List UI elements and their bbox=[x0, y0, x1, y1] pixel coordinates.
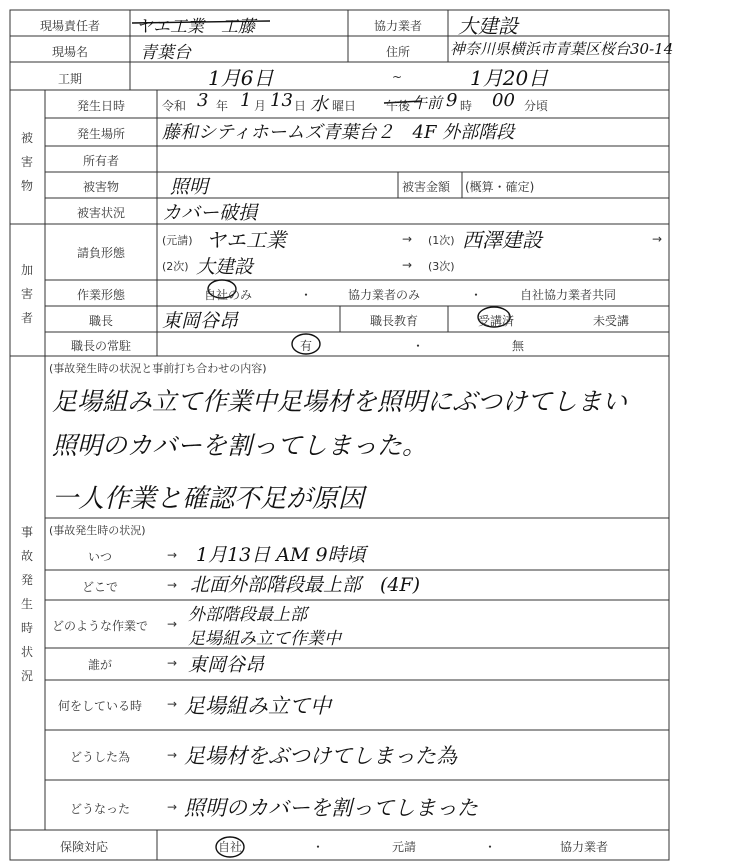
period-label: 工期 bbox=[57, 72, 83, 86]
place-label: 発生場所 bbox=[76, 127, 126, 141]
address-value: 神奈川県横浜市青葉区桜台30-14 bbox=[450, 40, 674, 58]
work-opt-sub: 協力業者のみ bbox=[348, 288, 421, 302]
date-minute-unit: 分頃 bbox=[524, 99, 549, 113]
date-label: 発生日時 bbox=[76, 99, 126, 113]
item-label: 被害物 bbox=[82, 180, 120, 194]
foreman-label: 職長 bbox=[88, 314, 114, 328]
status-value: カバー破損 bbox=[162, 202, 258, 224]
period-end: 1月20日 bbox=[470, 66, 549, 90]
owner-label: 所有者 bbox=[82, 154, 120, 168]
date-era: 令和 bbox=[162, 99, 187, 113]
insurance-opt-sub: 協力業者 bbox=[560, 840, 609, 854]
site-manager-value: ヤエ工業 工藤 bbox=[136, 17, 255, 37]
date-year-unit: 年 bbox=[216, 99, 229, 113]
work-opt-joint: 自社協力業者共同 bbox=[520, 288, 617, 302]
date-ampm: 午前 bbox=[412, 94, 443, 112]
when-arrow: → bbox=[167, 548, 178, 562]
date-minute: 00 bbox=[492, 90, 515, 111]
arrow-2: → bbox=[402, 258, 413, 272]
work-dot-2: ・ bbox=[470, 288, 483, 302]
doing-arrow: → bbox=[167, 697, 178, 711]
who-arrow: → bbox=[167, 656, 178, 670]
work-type-label: 作業形態 bbox=[76, 288, 126, 302]
how-value-1: 外部階段最上部 bbox=[188, 605, 307, 625]
subcontractor-label: 協力業者 bbox=[373, 19, 423, 33]
amount-note: (概算・確定) bbox=[465, 180, 535, 194]
date-day: 13 bbox=[270, 90, 293, 111]
work-dot-1: ・ bbox=[300, 288, 313, 302]
first-tag: (1次) bbox=[428, 234, 455, 247]
date-hour-unit: 時 bbox=[460, 99, 473, 113]
who-label: 誰が bbox=[87, 658, 113, 672]
contract-label: 請負形態 bbox=[76, 246, 126, 260]
accident-desc-line-1: 足場組み立て作業中足場材を照明にぶつけてしまい bbox=[52, 387, 628, 416]
second-value: 大建設 bbox=[196, 256, 254, 278]
when-label: いつ bbox=[87, 550, 113, 564]
doing-value: 足場組み立て中 bbox=[184, 694, 331, 718]
item-value: 照明 bbox=[170, 176, 209, 198]
insurance-dot-1: ・ bbox=[312, 840, 325, 854]
site-manager-label: 現場責任者 bbox=[39, 19, 101, 33]
first-value: 西澤建設 bbox=[462, 228, 542, 252]
when-value: 1月13日 AM 9時頃 bbox=[196, 544, 366, 566]
date-month: 1 bbox=[240, 90, 252, 111]
accident-desc-line-2: 照明のカバーを割ってしまった。 bbox=[52, 431, 428, 460]
place-value: 藤和シティホームズ青葉台２ 4F 外部階段 bbox=[162, 122, 515, 143]
result-label: どうなった bbox=[69, 802, 131, 816]
how-label: どのような作業で bbox=[51, 619, 149, 633]
result-value: 照明のカバーを割ってしまった bbox=[184, 796, 478, 820]
address-label: 住所 bbox=[385, 45, 411, 59]
accident-desc-label: (事故発生時の状況と事前打ち合わせの内容) bbox=[49, 362, 267, 375]
result-arrow: → bbox=[167, 800, 178, 814]
date-hour: 9 bbox=[446, 90, 458, 111]
second-tag: (2次) bbox=[162, 260, 189, 273]
resident-dot: ・ bbox=[412, 339, 425, 353]
where-arrow: → bbox=[167, 578, 178, 592]
insurance-dot-2: ・ bbox=[484, 840, 497, 854]
foreman-value: 東岡谷昂 bbox=[162, 310, 239, 332]
site-name-label: 現場名 bbox=[51, 45, 89, 59]
third-tag: (3次) bbox=[428, 260, 455, 273]
date-weekday: 水 bbox=[310, 94, 328, 115]
prime-value: ヤエ工業 bbox=[206, 228, 286, 252]
how-arrow: → bbox=[167, 617, 178, 631]
insurance-opt-own: 自社 bbox=[218, 840, 243, 854]
why-value: 足場材をぶつけてしまった為 bbox=[184, 744, 457, 768]
foreman-edu-label: 職長教育 bbox=[369, 314, 419, 328]
accident-section-label: 事故発生時状況 bbox=[21, 525, 34, 683]
date-year: 3 bbox=[197, 90, 209, 111]
edu-opt-none: 未受講 bbox=[593, 314, 630, 328]
date-day-unit: 日 bbox=[294, 99, 307, 113]
period-start: 1月6日 bbox=[208, 66, 274, 90]
resident-label: 職長の常駐 bbox=[70, 339, 132, 353]
subcontractor-value: 大建設 bbox=[458, 14, 518, 38]
where-value: 北面外部階段最上部 (4F) bbox=[190, 574, 421, 596]
insurance-label: 保険対応 bbox=[59, 840, 109, 854]
edu-opt-done: 受講済 bbox=[478, 314, 515, 328]
resident-opt-yes: 有 bbox=[300, 339, 313, 353]
accident-desc-line-3: 一人作業と確認不足が原因 bbox=[52, 484, 365, 514]
date-ampm-struck: 午後 bbox=[386, 99, 411, 113]
date-weekday-unit: 曜日 bbox=[332, 99, 357, 113]
doing-label: 何をしている時 bbox=[57, 699, 143, 713]
how-value-2: 足場組み立て作業中 bbox=[188, 629, 341, 649]
arrow-1: → bbox=[402, 232, 413, 246]
amount-label: 被害金額 bbox=[402, 180, 451, 194]
date-month-unit: 月 bbox=[254, 99, 267, 113]
period-tilde: ~ bbox=[392, 70, 403, 84]
why-label: どうした為 bbox=[69, 750, 131, 764]
arrow-1b: → bbox=[652, 232, 663, 246]
where-label: どこで bbox=[81, 580, 119, 594]
offender-section-label: 加害者 bbox=[21, 263, 34, 325]
why-arrow: → bbox=[167, 748, 178, 762]
site-name-value: 青葉台 bbox=[140, 43, 191, 63]
work-opt-own: 自社のみ bbox=[204, 288, 253, 302]
insurance-opt-prime: 元請 bbox=[392, 840, 417, 854]
resident-opt-no: 無 bbox=[512, 339, 525, 353]
status-label: 被害状況 bbox=[76, 206, 126, 220]
damaged-section-label: 被害物 bbox=[21, 131, 34, 193]
who-value: 東岡谷昂 bbox=[188, 654, 265, 676]
prime-tag: (元請) bbox=[162, 234, 193, 247]
accident-status-label: (事故発生時の状況) bbox=[49, 524, 146, 537]
